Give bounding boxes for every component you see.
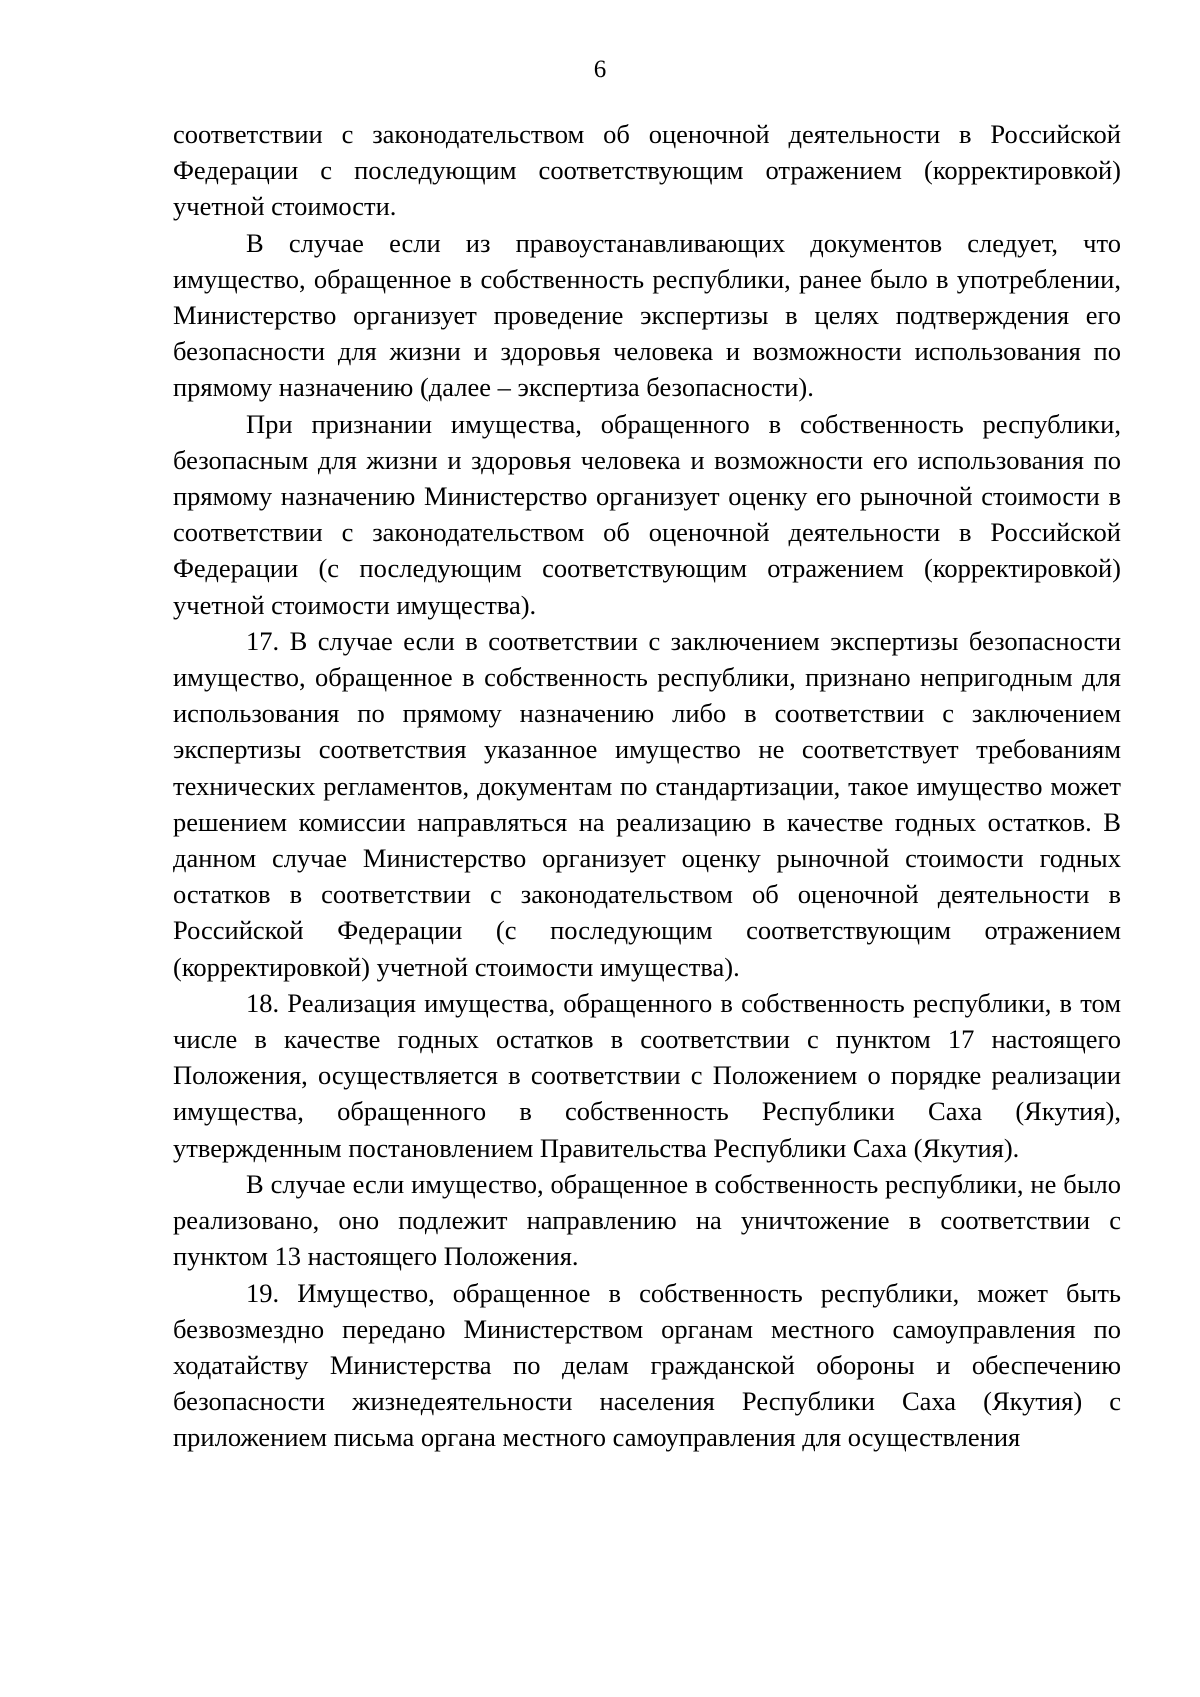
- page-number: 6: [593, 56, 607, 83]
- document-body: [173, 116, 1121, 1456]
- paragraph-continuation: соответствии с законодательством об оценочной деятельности в Российской Федерации с последующим соответствующим отражением (корректировкой) учетной стоимости.: [173, 119, 1121, 222]
- paragraph-unsold-destruction: В случае если имущество, обращенное в собственность республики, не было реализовано, оно подлежит направлению на уничтожение в соответствии с пунктом 13 настоящего Положения.: [173, 1168, 1121, 1272]
- paragraph-clause-18: 18. Реализация имущества, обращенного в собственность республики, в том числе в качестве годных остатков в соответствии с пунктом 17 настоящего Положения, осуществляется в соответствии с Положением о порядке реализации имущества, обращенного в собственность Республики Саха (Якутия), утвержденным постановлением Правительства Республики Саха (Якутия).: [173, 987, 1121, 1163]
- paragraph-expertise-prior-use: В случае если из правоустанавливающих документов следует, что имущество, обращенное в собственность республики, ранее было в употреблении, Министерство организует проведение экспертизы в целях подтверждения его безопасности для жизни и здоровья человека и возможности использования по прямому назначению (далее – экспертиза безопасности).: [173, 227, 1121, 403]
- paragraph-clause-17: 17. В случае если в соответствии с заключением экспертизы безопасности имущество, обращенное в собственность республики, признано непригодным для использования по прямому назначению либо в соответствии с заключением экспертизы соответствия указанное имущество не соответствует требованиям технических регламентов, документам по стандартизации, такое имущество может решением комиссии направляться на реализацию в качестве годных остатков. В данном случае Министерство организует оценку рыночной стоимости годных остатков в соответствии с законодательством об оценочной деятельности в Российской Федерации (с последующим соответствующим отражением (корректировкой) учетной стоимости имущества).: [173, 625, 1121, 982]
- paragraph-market-valuation: При признании имущества, обращенного в собственность республики, безопасным для жизни и здоровья человека и возможности его использования по прямому назначению Министерство организует оценку его рыночной стоимости в соответствии с законодательством об оценочной деятельности в Российской Федерации (с последующим соответствующим отражением (корректировкой) учетной стоимости имущества).: [173, 408, 1121, 620]
- paragraph-clause-19: 19. Имущество, обращенное в собственность республики, может быть безвозмездно передано Министерством органам местного самоуправления по ходатайству Министерства по делам гражданской обороны и обеспечению безопасности жизнедеятельности населения Республики Саха (Якутия) с приложением письма органа местного самоуправления для осуществления: [173, 1277, 1121, 1453]
